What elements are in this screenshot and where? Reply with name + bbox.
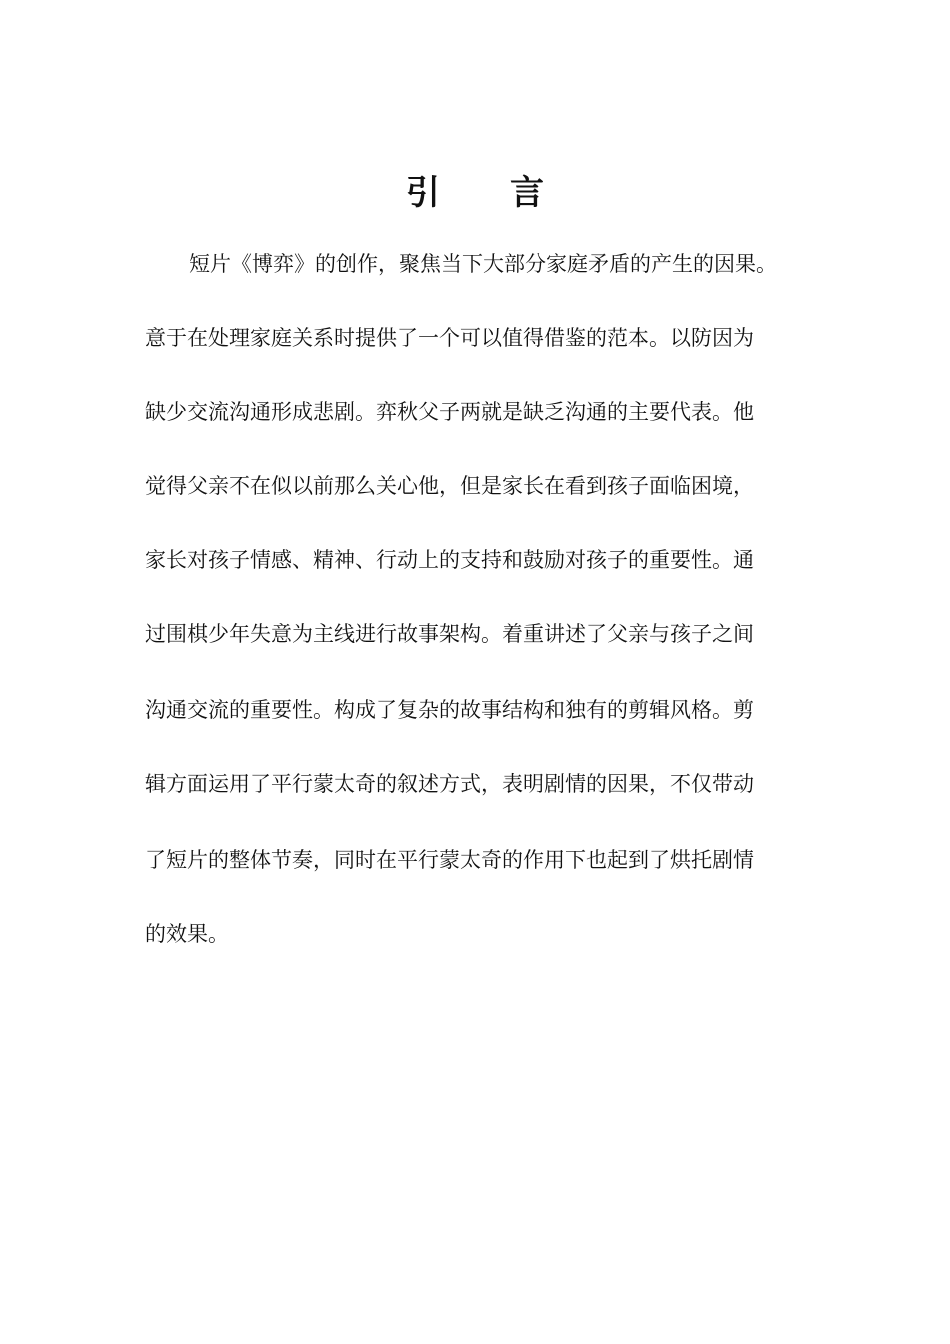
page-title: 引言 — [406, 173, 614, 213]
paragraph-line: 缺少交流沟通形成悲剧。弈秋父子两就是缺乏沟通的主要代表。他 — [145, 400, 754, 424]
paragraph-line: 辑方面运用了平行蒙太奇的叙述方式，表明剧情的因果，不仅带动 — [145, 772, 754, 796]
paragraph-line: 过围棋少年失意为主线进行故事架构。着重讲述了父亲与孩子之间 — [145, 622, 754, 646]
paragraph-line: 意于在处理家庭关系时提供了一个可以值得借鉴的范本。以防因为 — [145, 326, 754, 350]
paragraph-line: 觉得父亲不在似以前那么关心他，但是家长在看到孩子面临困境， — [145, 474, 754, 498]
paragraph-line: 短片《博弈》的创作，聚焦当下大部分家庭矛盾的产生的因果。 — [189, 252, 777, 276]
paragraph-line: 家长对孩子情感、精神、行动上的支持和鼓励对孩子的重要性。通 — [145, 548, 754, 572]
paragraph-line: 沟通交流的重要性。构成了复杂的故事结构和独有的剪辑风格。剪 — [145, 698, 754, 722]
paragraph-line: 的效果。 — [145, 922, 229, 946]
paragraph-line: 了短片的整体节奏，同时在平行蒙太奇的作用下也起到了烘托剧情 — [145, 848, 754, 872]
